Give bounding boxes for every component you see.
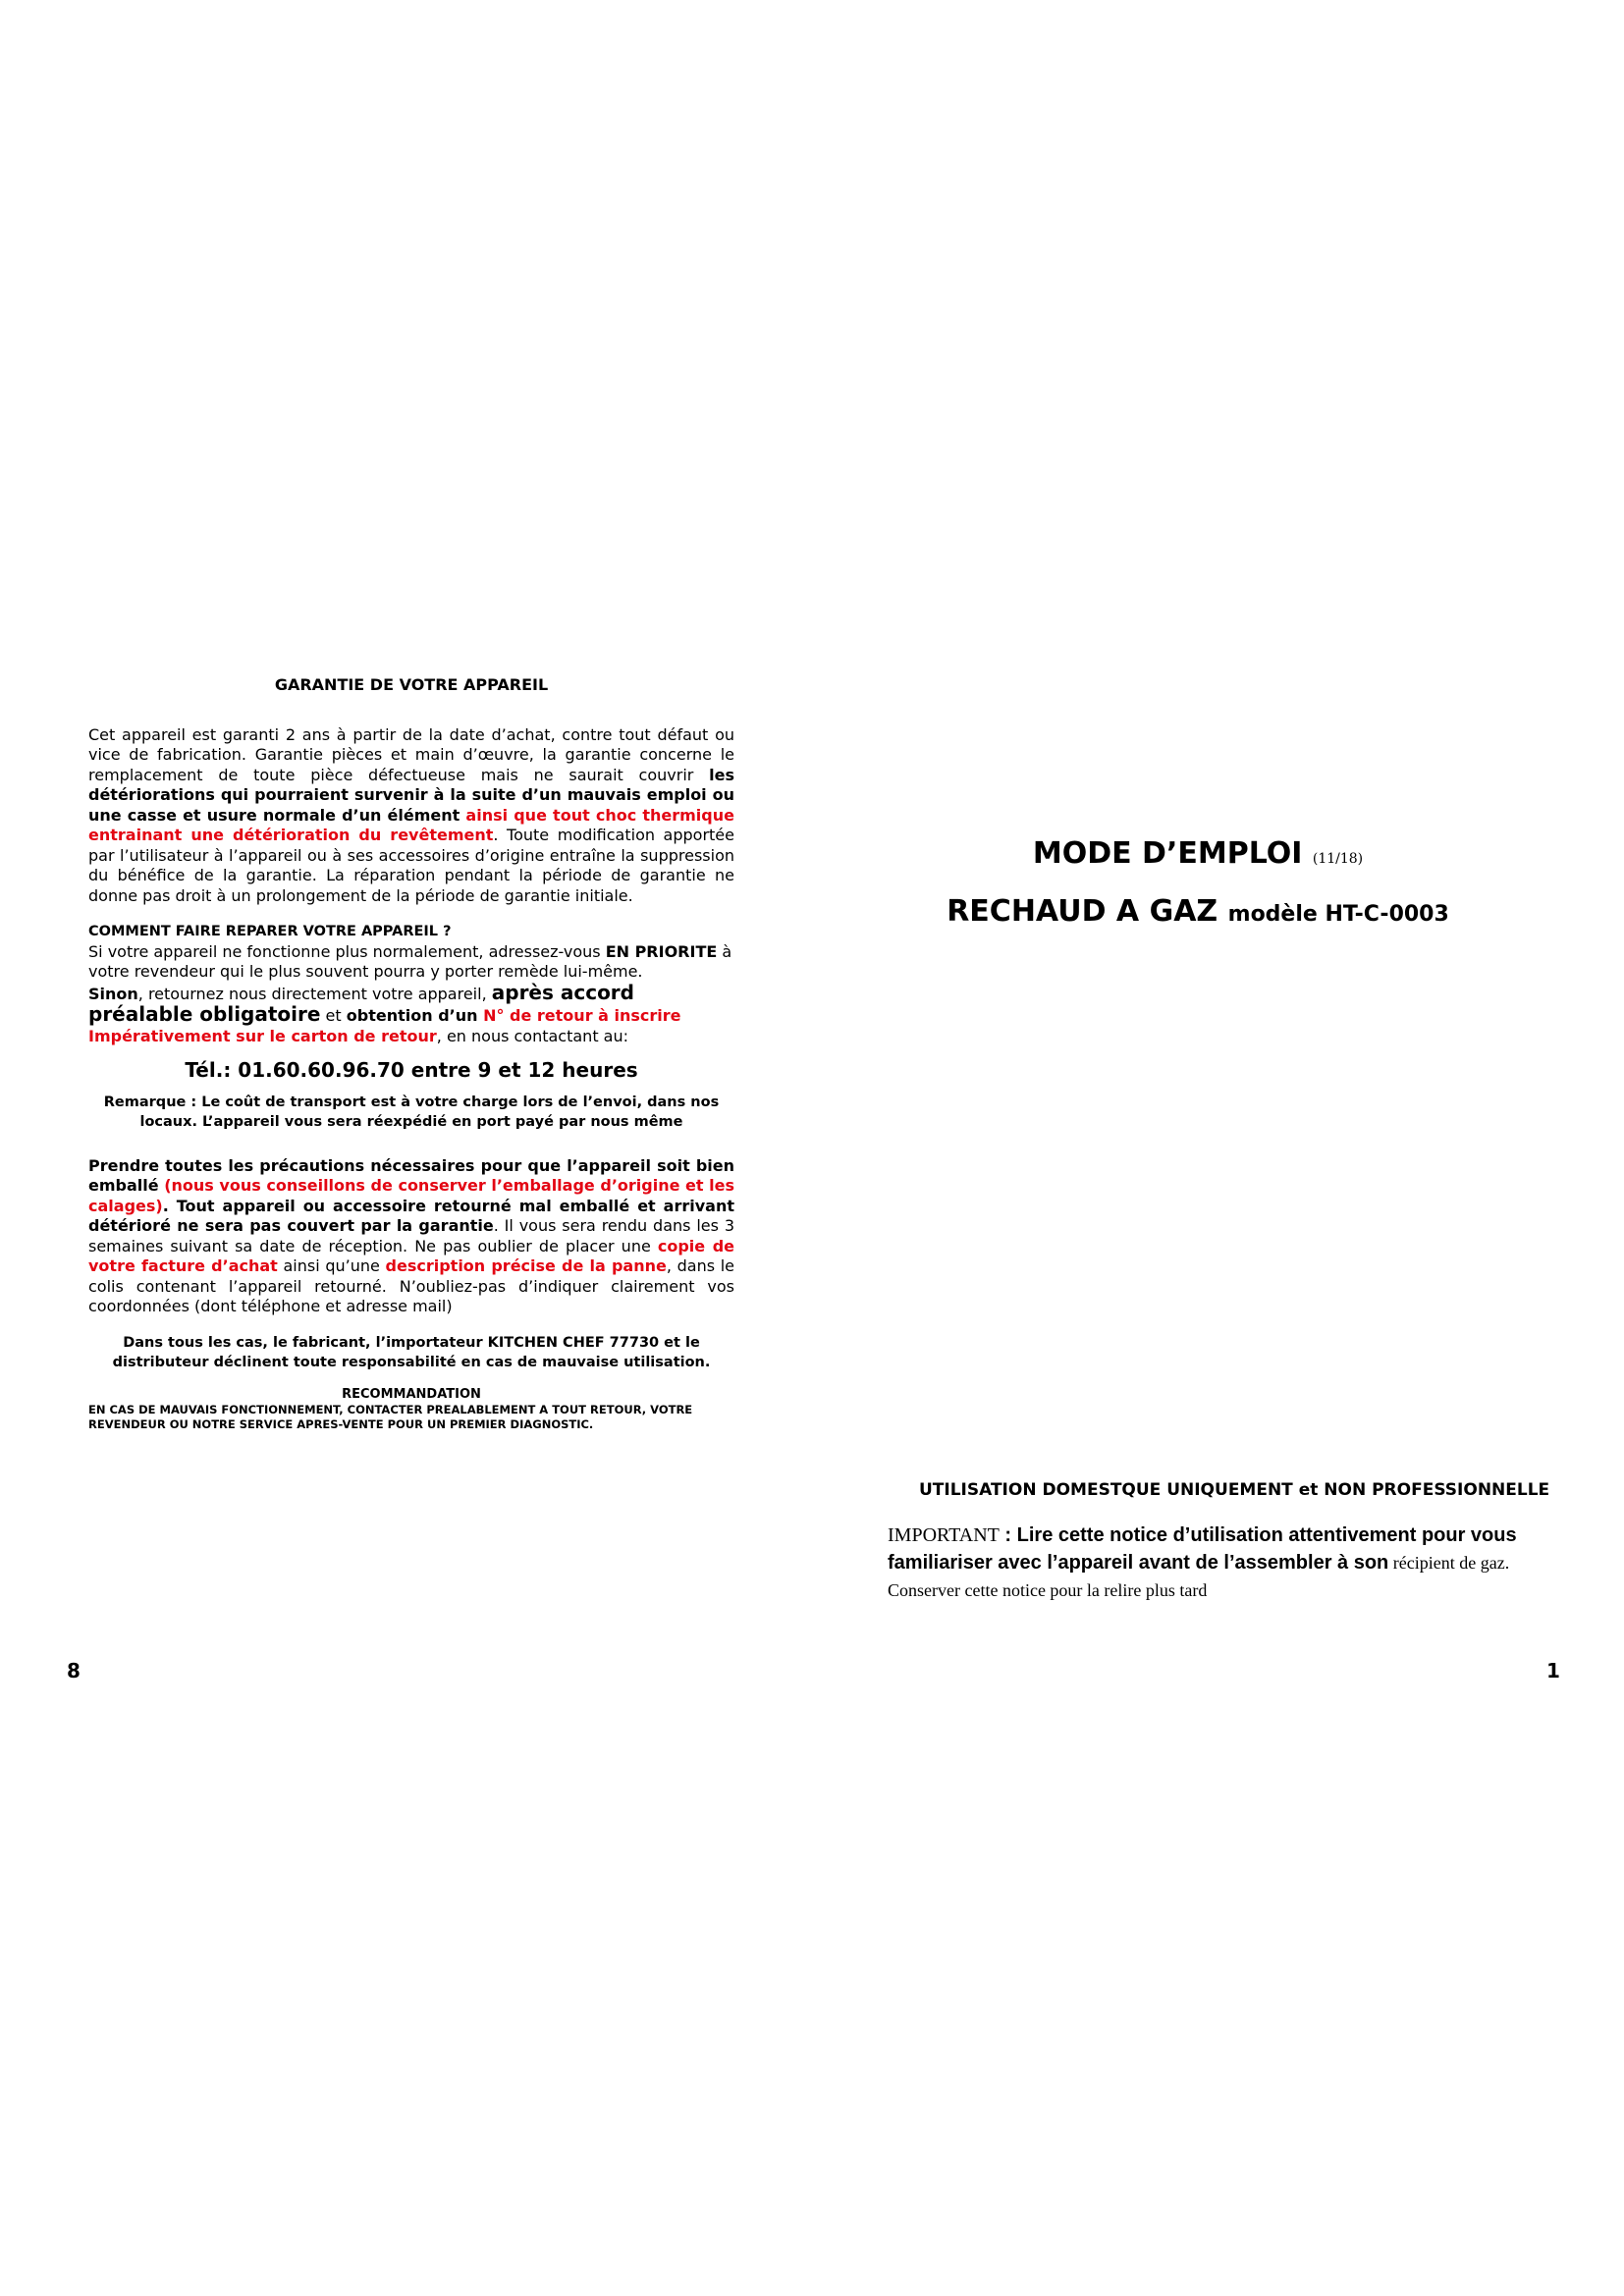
packing-text-1: . Il vous sera rendu dans les 3 semaines suivant sa date de réception. Ne pas oublier de placer une (88, 1216, 734, 1255)
repair-text-4: et (320, 1006, 347, 1025)
important-rest: récipient de gaz. Conserver cette notice pour la relire plus tard (888, 1553, 1510, 1600)
usage-notice: UTILISATION DOMESTQUE UNIQUEMENT et NON PROFESSIONNELLE (919, 1480, 1550, 1500)
repair-title: COMMENT FAIRE REPARER VOTRE APPAREIL ? (88, 924, 452, 939)
repair-bold-3: obtention d’un (346, 1006, 484, 1025)
page-number-right: 1 (1546, 1659, 1560, 1682)
packing-bold-2: . Tout appareil ou accessoire retourné mal emballé et arrivant détérioré ne sera pas couvert par la garantie (88, 1196, 734, 1235)
warranty-bold-1: les détériorations qui pourraient survenir à la suite d’un mauvais emploi ou une casse et usure normale d’un élément (88, 765, 734, 825)
warranty-text-2: . Toute modification apportée par l’utilisateur à l’appareil ou à ses accessoires d’origine entraîne la suppression du bénéfice de la garantie. La réparation pendant la période de garantie ne donne pas droit à un prolongement de la période de garantie initiale. (88, 826, 734, 905)
packing-text-2: ainsi qu’une (277, 1256, 386, 1275)
warranty-red-1: ainsi que tout choc thermique entrainant une détérioration du revêtement (88, 805, 734, 844)
packing-red-1: (nous vous conseillons de conserver l’emballage d’origine et les calages) (88, 1176, 735, 1215)
packing-red-2: copie de votre facture d’achat (88, 1236, 734, 1275)
product-name: RECHAUD A GAZ (947, 894, 1218, 929)
manual-title (864, 834, 1532, 879)
warranty-text-1: Cet appareil est garanti 2 ans à partir de la date d’achat, contre tout défaut ou vice de fabrication. Garantie pièces et main d’œuvre, la garantie concerne le remplacement de toute pièce défectueuse mais ne saurait couvrir (88, 724, 734, 784)
repair-text-1: Si votre appareil ne fonctionne plus normalement, adressez-vous (88, 941, 606, 961)
product-model: modèle HT-C-0003 (1227, 902, 1449, 927)
page-number-left: 8 (67, 1659, 81, 1682)
repair-bold-2: Sinon (88, 984, 138, 1003)
packing-text-3: , dans le colis contenant l’appareil retourné. N’oubliez-pas d’indiquer clairement vos coordonnées (dont téléphone et adresse mail) (88, 1256, 735, 1315)
manual-title-text: MODE D’EMPLOI (1032, 836, 1303, 871)
transport-remark: Remarque : Le coût de transport est à votre charge lors de l’envoi, dans nos locaux. L’appareil vous sera réexpédié en port payé par nous même (103, 1094, 720, 1130)
packing-bold-1: Prendre toutes les précautions nécessaires pour que l’appareil soit bien emballé (88, 1155, 734, 1195)
important-label: IMPORTANT (888, 1524, 1000, 1546)
important-bold: : Lire cette notice d’utilisation attentivement pour vous familiariser avec l’appareil avant de l’assembler à son (888, 1524, 1517, 1574)
important-notice (888, 1522, 1565, 1604)
warranty-page (88, 675, 734, 1432)
phone-line: Tél.: 01.60.60.96.70 entre 9 et 12 heures (185, 1058, 638, 1082)
repair-text-5: , en nous contactant au: (436, 1026, 629, 1045)
repair-big-1: après accord préalable obligatoire (88, 980, 634, 1026)
warranty-title: GARANTIE DE VOTRE APPAREIL (274, 675, 549, 694)
repair-paragraph (88, 942, 734, 1047)
recommendation-title: RECOMMANDATION (342, 1386, 481, 1402)
manual-version: (11/18) (1312, 851, 1364, 867)
packing-paragraph (88, 1156, 734, 1317)
recommendation-text: EN CAS DE MAUVAIS FONCTIONNEMENT, CONTACTER PREALABLEMENT A TOUT RETOUR, VOTRE REVENDEUR OU NOTRE SERVICE APRES-VENTE POUR UN PREMIER DIAGNOSTIC. (88, 1402, 693, 1431)
warranty-paragraph (88, 725, 734, 907)
repair-bold-1: EN PRIORITE (605, 941, 718, 961)
repair-red-1: N° de retour à inscrire Impérativement sur le carton de retour (88, 1006, 681, 1045)
packing-red-3: description précise de la panne (385, 1256, 667, 1275)
product-title (864, 892, 1532, 934)
repair-text-3: , retournez nous directement votre appareil, (137, 984, 492, 1003)
cover-title-block (864, 834, 1532, 934)
repair-text-2: à votre revendeur qui le plus souvent pourra y porter remède lui-même. (88, 941, 732, 981)
disclaimer: Dans tous les cas, le fabricant, l’importateur KITCHEN CHEF 77730 et le distributeur déclinent toute responsabilité en cas de mauvaise utilisation. (112, 1334, 711, 1370)
